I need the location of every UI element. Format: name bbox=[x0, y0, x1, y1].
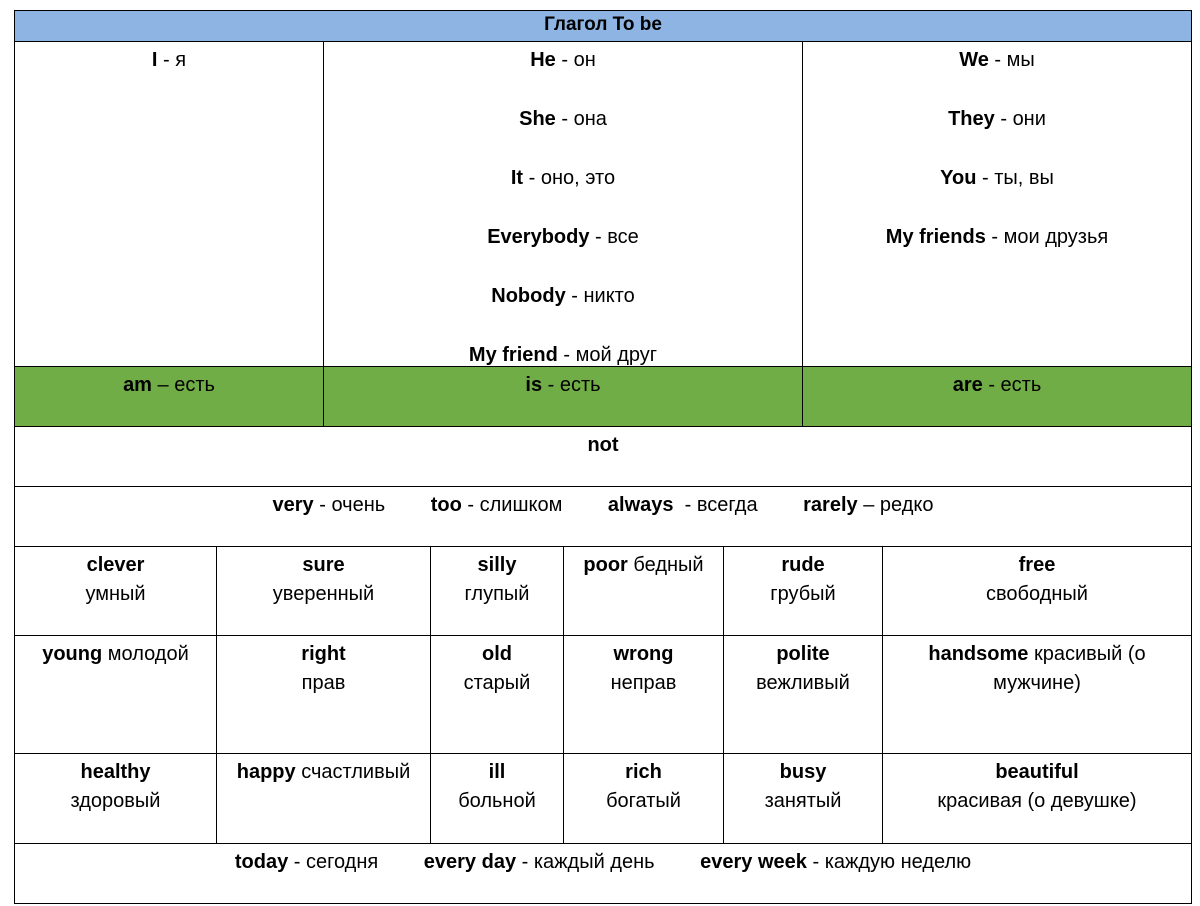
time-expression-item: every week - каждую неделю bbox=[700, 851, 972, 873]
pronoun-entry: She - она bbox=[519, 108, 607, 130]
not-row bbox=[14, 426, 1192, 487]
to-be-table bbox=[14, 10, 1192, 904]
table-title: Глагол To be bbox=[14, 10, 1192, 42]
adjective-cell: handsome красивый (о мужчине) bbox=[882, 635, 1192, 754]
not-label: not bbox=[587, 434, 619, 456]
pronoun-entry: I - я bbox=[151, 49, 187, 71]
adjective-cell: rich богатый bbox=[563, 753, 724, 844]
pronoun-entry: He - он bbox=[530, 49, 596, 71]
pronoun-entry: Nobody - никто bbox=[491, 285, 635, 307]
adjective-cell: free свободный bbox=[882, 546, 1192, 636]
adjective-cell: poor бедный bbox=[563, 546, 724, 636]
adjective-cell: right прав bbox=[216, 635, 431, 754]
adjective-cell: young молодой bbox=[14, 635, 217, 754]
adverb-item: too - слишком bbox=[430, 494, 563, 516]
pronoun-entry: Everybody - все bbox=[487, 226, 639, 248]
adverb-item: very - очень bbox=[272, 494, 386, 516]
verb-cell-is: is - есть bbox=[323, 366, 803, 427]
adjective-cell: silly глупый bbox=[430, 546, 564, 636]
adjective-cell: busy занятый bbox=[723, 753, 883, 844]
verb-cell-are: are - есть bbox=[802, 366, 1192, 427]
time-expression-item: today - сегодня bbox=[234, 851, 379, 873]
adjective-cell: clever умный bbox=[14, 546, 217, 636]
pronoun-entry: My friend - мой друг bbox=[468, 344, 658, 366]
adjective-cell: happy счастливый bbox=[216, 753, 431, 844]
pronoun-column-plural bbox=[802, 41, 1192, 367]
pronoun-column-i bbox=[14, 41, 324, 367]
pronoun-entry: My friends - мои друзья bbox=[885, 226, 1109, 248]
pronoun-entry: It - оно, это bbox=[510, 167, 616, 189]
pronoun-entry: They - они bbox=[948, 108, 1046, 130]
adverbs-row bbox=[14, 486, 1192, 547]
adverb-item: always - всегда bbox=[607, 494, 758, 516]
pronoun-column-singular bbox=[323, 41, 803, 367]
adjective-cell: healthy здоровый bbox=[14, 753, 217, 844]
time-expression-item: every day - каждый день bbox=[423, 851, 655, 873]
pronoun-entry: You - ты, вы bbox=[940, 167, 1054, 189]
adjective-cell: polite вежливый bbox=[723, 635, 883, 754]
adjective-cell: old старый bbox=[430, 635, 564, 754]
adjective-cell: wrong неправ bbox=[563, 635, 724, 754]
verb-cell-am: am – есть bbox=[14, 366, 324, 427]
pronoun-entry: We - мы bbox=[959, 49, 1035, 71]
adjective-cell: rude грубый bbox=[723, 546, 883, 636]
adjective-cell: ill больной bbox=[430, 753, 564, 844]
time-expressions-row bbox=[14, 843, 1192, 904]
adjective-cell: beautiful красивая (о девушке) bbox=[882, 753, 1192, 844]
adjective-cell: sure уверенный bbox=[216, 546, 431, 636]
adverb-item: rarely – редко bbox=[803, 494, 934, 516]
